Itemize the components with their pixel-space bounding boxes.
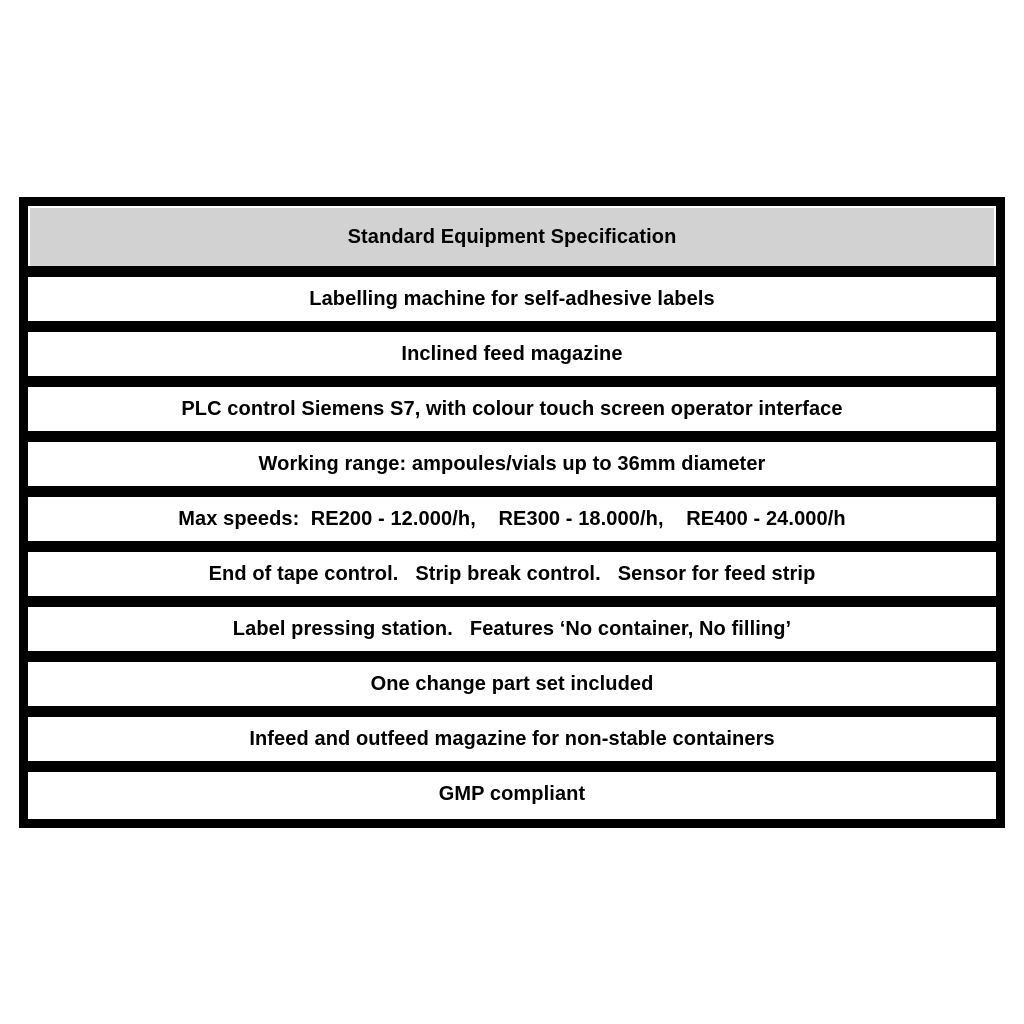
table-row-label: Working range: ampoules/vials up to 36mm diameter (258, 453, 766, 475)
table-row-label: End of tape control. Strip break control. Sensor for feed strip (208, 563, 816, 585)
table-row (30, 552, 994, 596)
row-separator (28, 651, 996, 662)
table-row (30, 497, 994, 541)
table-row (30, 607, 994, 651)
row-separator (28, 321, 996, 332)
row-separator (28, 541, 996, 552)
table-rows (30, 266, 994, 817)
table-row-label: Label pressing station. Features ‘No container, No filling’ (232, 618, 792, 640)
row-separator (28, 761, 996, 772)
spec-table (19, 197, 1005, 828)
table-row (30, 442, 994, 486)
table-row-label: Infeed and outfeed magazine for non-stable containers (249, 728, 775, 750)
table-row-label: One change part set included (370, 673, 654, 695)
row-separator (28, 596, 996, 607)
row-separator (28, 486, 996, 497)
table-row-label: Inclined feed magazine (401, 343, 623, 365)
table-row (30, 662, 994, 706)
table-row (30, 772, 994, 816)
table-row (30, 277, 994, 321)
table-header-label: Standard Equipment Specification (347, 226, 677, 248)
table-row-label: Max speeds: RE200 - 12.000/h, RE300 - 18.000/h, RE400 - 24.000/h (178, 508, 846, 530)
row-separator (28, 706, 996, 717)
table-header (30, 208, 994, 266)
table-row-label: GMP compliant (438, 783, 586, 805)
row-separator (28, 266, 996, 277)
table-row (30, 717, 994, 761)
table-row-label: PLC control Siemens S7, with colour touch screen operator interface (181, 398, 843, 420)
table-row (30, 332, 994, 376)
table-row (30, 387, 994, 431)
row-separator (28, 431, 996, 442)
table-row-label: Labelling machine for self-adhesive labels (309, 288, 715, 310)
row-separator (28, 376, 996, 387)
